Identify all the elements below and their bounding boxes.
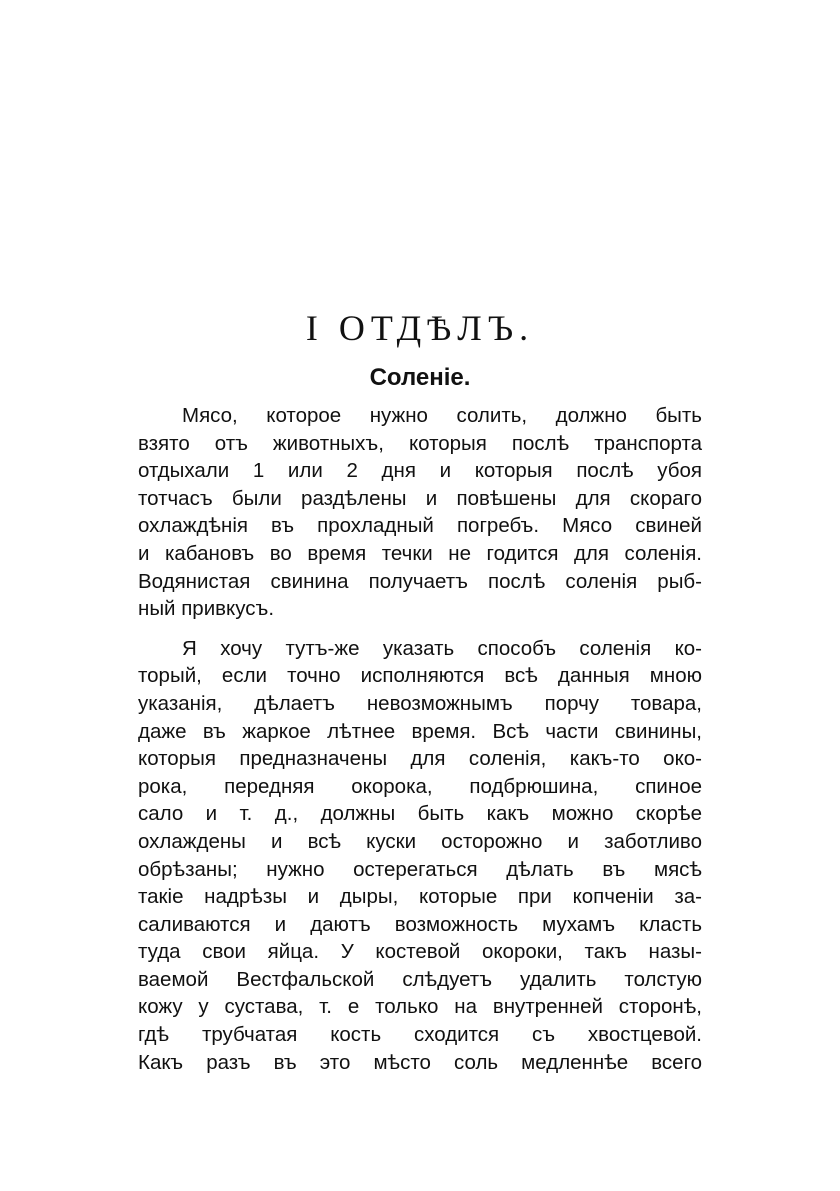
text-line: Водянистая свинина получаетъ послѣ соленія рыб- — [138, 569, 702, 593]
text-line: туда свои яйца. У костевой окороки, такъ назы- — [138, 940, 702, 964]
text-line: охлаждѣнія въ прохладный погребъ. Мясо свиней — [138, 514, 702, 538]
paragraph-gap — [138, 623, 702, 635]
text-line: тотчасъ были раздѣлены и повѣшены для скораго — [138, 486, 702, 510]
text-line: такіе надрѣзы и дыры, которые при копченіи за- — [138, 885, 702, 909]
text-line: отдыхали 1 или 2 дня и которыя послѣ убоя — [138, 459, 702, 483]
section-title: I ОТДѢЛЪ. — [305, 308, 535, 348]
text-line: кожу у сустава, т. е только на внутренней сторонѣ, — [138, 995, 702, 1019]
text-line: рока, передняя окорока, подбрюшина, спиное — [138, 774, 702, 798]
text-line: обрѣзаны; нужно остерегаться дѣлать въ мясѣ — [138, 857, 702, 881]
text-line: даже въ жаркое лѣтнее время. Всѣ части свинины, — [138, 719, 702, 743]
text-line: саливаются и даютъ возможность мухамъ класть — [138, 912, 702, 936]
text-line: сало и т. д., должны быть какъ можно скорѣе — [138, 802, 702, 826]
text-line: охлаждены и всѣ куски осторожно и заботливо — [138, 829, 702, 853]
text-line: ный привкусъ. — [138, 597, 275, 621]
text-line: и кабановъ во время течки не годится для соленія. — [138, 541, 702, 565]
text-line: ваемой Вестфальской слѣдуетъ удалить толстую — [138, 967, 702, 991]
paragraph-2 — [138, 635, 702, 1077]
text-line: которыя предназначены для соленія, какъ-то око- — [138, 747, 702, 771]
text-line: Мясо, которое нужно солить, должно быть — [182, 404, 702, 427]
text-line: указанія, дѣлаетъ невозможнымъ порчу товара, — [138, 691, 702, 715]
text-line: торый, если точно исполняются всѣ данныя мною — [138, 664, 702, 688]
body-text — [138, 402, 702, 1076]
section-subtitle: Соленіе. — [369, 364, 471, 391]
text-line: Какъ разъ въ это мѣсто соль медленнѣе всего — [138, 1050, 702, 1074]
text-line: Я хочу тутъ-же указать способъ соленія ко- — [182, 636, 702, 660]
paragraph-1 — [138, 402, 702, 623]
text-line: гдѣ трубчатая кость сходится съ хвостцевой. — [138, 1023, 702, 1047]
text-line: взято отъ животныхъ, которыя послѣ транспорта — [138, 431, 702, 455]
